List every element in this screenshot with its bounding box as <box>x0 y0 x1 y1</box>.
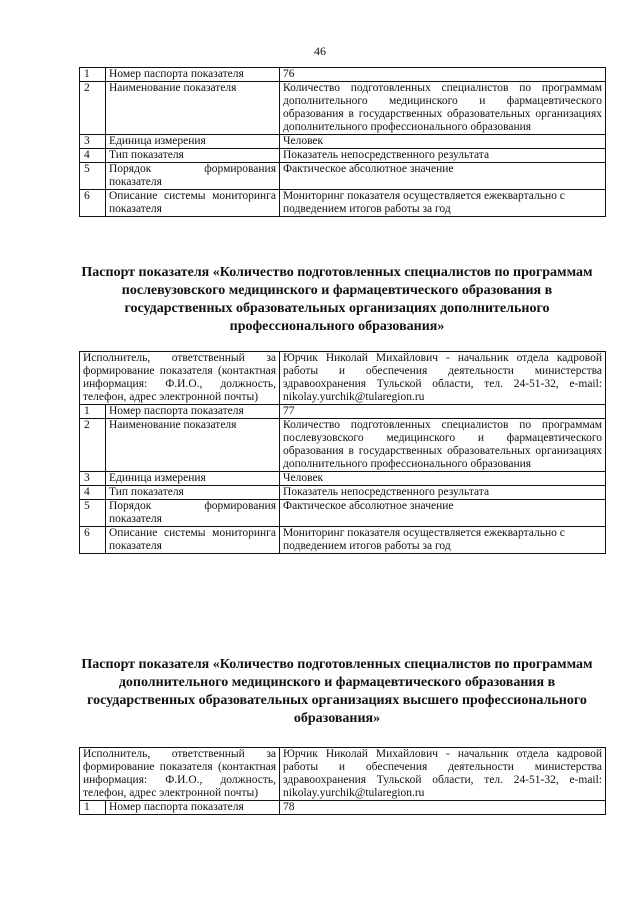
row-number: 3 <box>80 135 106 149</box>
row-label: Тип показателя <box>106 486 280 500</box>
table-row <box>80 419 606 472</box>
row-number: 1 <box>80 801 106 815</box>
table-row <box>80 405 606 419</box>
executor-value: Юрчик Николай Михайлович - начальник отдела кадровой работы и обеспечения деятельности министерства здравоохранения Тульской области, тел. 24-51-32, e-mail: nikolay.yurchik@tularegion.ru <box>280 352 606 405</box>
row-label: Порядок формирования показателя <box>106 500 280 527</box>
row-number: 6 <box>80 190 106 217</box>
row-number: 2 <box>80 419 106 472</box>
row-value: Мониторинг показателя осуществляется ежеквартально с подведением итогов работы за год <box>280 527 606 554</box>
table-row <box>80 527 606 554</box>
row-number: 5 <box>80 500 106 527</box>
row-label: Наименование показателя <box>106 419 280 472</box>
table-row <box>80 68 606 82</box>
row-value: Фактическое абсолютное значение <box>280 163 606 190</box>
row-number: 6 <box>80 527 106 554</box>
row-value: Фактическое абсолютное значение <box>280 500 606 527</box>
row-number: 1 <box>80 405 106 419</box>
row-label: Порядок формирования показателя <box>106 163 280 190</box>
executor-row <box>80 748 606 801</box>
row-value: 76 <box>280 68 606 82</box>
table-row <box>80 135 606 149</box>
table-row <box>80 149 606 163</box>
row-label: Описание системы мониторинга показателя <box>106 190 280 217</box>
passport-table-77 <box>79 351 606 554</box>
table-row <box>80 472 606 486</box>
row-value: 77 <box>280 405 606 419</box>
row-value: Человек <box>280 472 606 486</box>
passport-table-76 <box>79 67 606 217</box>
table-row <box>80 801 606 815</box>
executor-label: Исполнитель, ответственный за формирование показателя (контактная информация: Ф.И.О., должность, телефон, адрес электронной почты) <box>80 748 280 801</box>
table-row <box>80 82 606 135</box>
executor-row <box>80 352 606 405</box>
row-number: 4 <box>80 486 106 500</box>
row-value: 78 <box>280 801 606 815</box>
passport-heading-77: Паспорт показателя «Количество подготовленных специалистов по программам послевузовского медицинского и фармацевтического образования в государственных образовательных организациях дополнительного профессионального образования» <box>81 265 593 334</box>
row-label: Тип показателя <box>106 149 280 163</box>
row-number: 5 <box>80 163 106 190</box>
passport-heading-78: Паспорт показателя «Количество подготовленных специалистов по программам дополнительного медицинского и фармацевтического образования в государственных образовательных организациях высшего профессионального образования» <box>81 657 593 726</box>
row-label: Описание системы мониторинга показателя <box>106 527 280 554</box>
row-number: 4 <box>80 149 106 163</box>
row-label: Единица измерения <box>106 135 280 149</box>
row-label: Номер паспорта показателя <box>106 801 280 815</box>
row-value: Мониторинг показателя осуществляется ежеквартально с подведением итогов работы за год <box>280 190 606 217</box>
executor-value: Юрчик Николай Михайлович - начальник отдела кадровой работы и обеспечения деятельности министерства здравоохранения Тульской области, тел. 24-51-32, e-mail: nikolay.yurchik@tularegion.ru <box>280 748 606 801</box>
table-row <box>80 163 606 190</box>
row-value: Количество подготовленных специалистов по программам дополнительного медицинского и фармацевтического образования в государственных образовательных организациях дополнительного профессионального образования <box>280 82 606 135</box>
row-number: 1 <box>80 68 106 82</box>
executor-label: Исполнитель, ответственный за формирование показателя (контактная информация: Ф.И.О., должность, телефон, адрес электронной почты) <box>80 352 280 405</box>
row-value: Количество подготовленных специалистов по программам послевузовского медицинского и фармацевтического образования в государственных образовательных организациях дополнительного профессионального образования <box>280 419 606 472</box>
row-value: Показатель непосредственного результата <box>280 149 606 163</box>
table-row <box>80 486 606 500</box>
row-label: Номер паспорта показателя <box>106 405 280 419</box>
row-label: Единица измерения <box>106 472 280 486</box>
table-row <box>80 500 606 527</box>
row-number: 2 <box>80 82 106 135</box>
row-label: Наименование показателя <box>106 82 280 135</box>
row-value: Человек <box>280 135 606 149</box>
table-row <box>80 190 606 217</box>
row-value: Показатель непосредственного результата <box>280 486 606 500</box>
passport-table-78 <box>79 747 606 815</box>
row-number: 3 <box>80 472 106 486</box>
row-label: Номер паспорта показателя <box>106 68 280 82</box>
page-number: 46 <box>314 44 326 58</box>
